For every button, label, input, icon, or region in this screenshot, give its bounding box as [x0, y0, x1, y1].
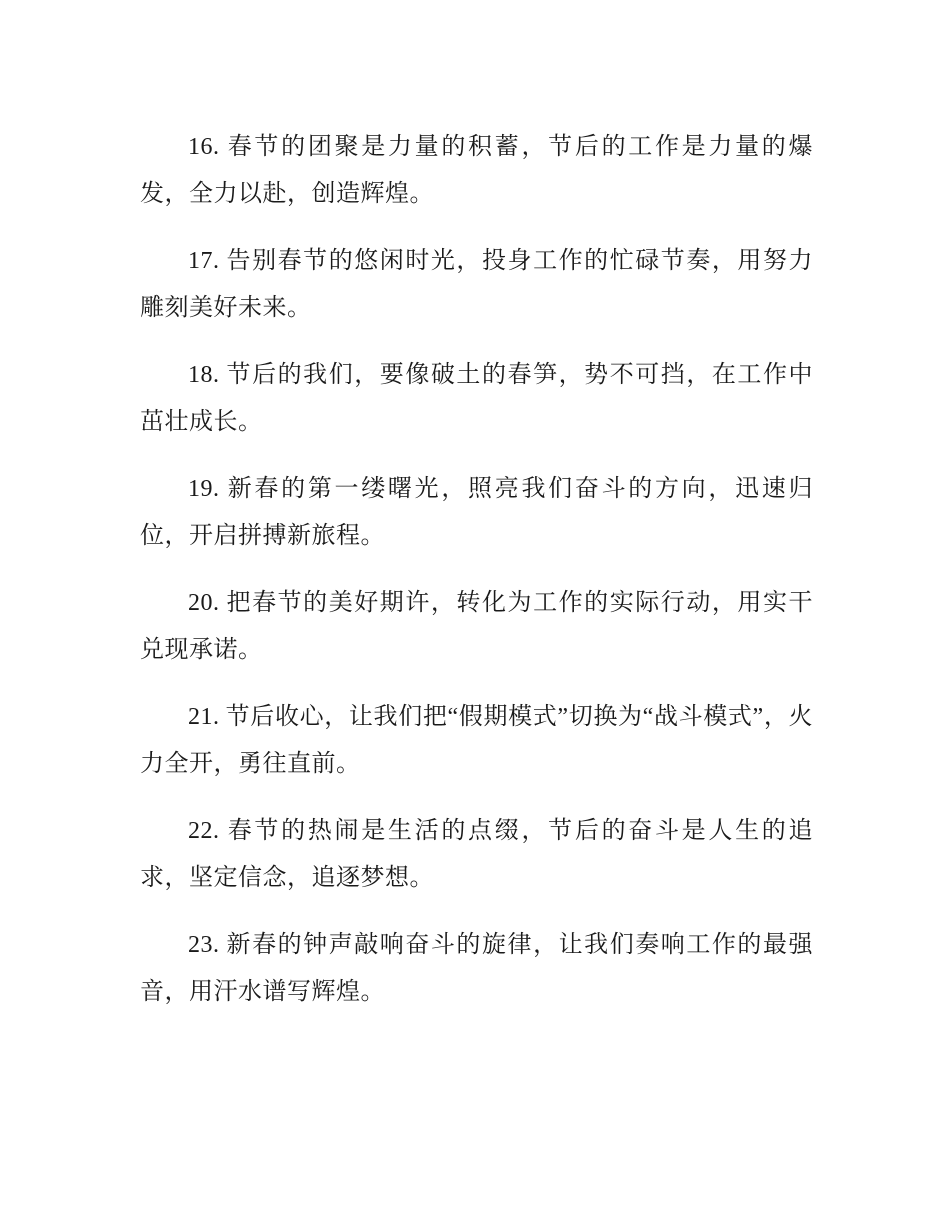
paragraph-number: 19. [188, 476, 220, 502]
paragraph-number: 22. [188, 818, 220, 844]
paragraph-text: 新春的钟声敲响奋斗的旋律，让我们奏响工作的最强音，用汗水谱写辉煌。 [140, 932, 813, 1005]
paragraph-text: 节后收心，让我们把“假期模式”切换为“战斗模式”，火力全开，勇往直前。 [140, 704, 813, 777]
paragraph-number: 16. [188, 134, 220, 160]
paragraph-text: 告别春节的悠闲时光，投身工作的忙碌节奏，用努力雕刻美好未来。 [140, 248, 813, 321]
paragraph-number: 23. [188, 932, 220, 958]
paragraph-text: 节后的我们，要像破土的春笋，势不可挡，在工作中茁壮成长。 [140, 362, 813, 435]
paragraph-text: 把春节的美好期许，转化为工作的实际行动，用实干兑现承诺。 [140, 590, 813, 663]
paragraph-number: 20. [188, 590, 220, 616]
numbered-paragraph-18 [140, 352, 813, 445]
numbered-paragraph-23 [140, 922, 813, 1015]
paragraph-text: 春节的热闹是生活的点缀，节后的奋斗是人生的追求，坚定信念，追逐梦想。 [140, 818, 813, 891]
numbered-paragraph-21 [140, 694, 813, 787]
paragraph-number: 21. [188, 704, 220, 730]
numbered-paragraph-20 [140, 580, 813, 673]
numbered-paragraph-16 [140, 124, 813, 217]
paragraph-text: 新春的第一缕曙光，照亮我们奋斗的方向，迅速归位，开启拼搏新旅程。 [140, 476, 813, 549]
numbered-paragraph-19 [140, 466, 813, 559]
numbered-paragraph-22 [140, 808, 813, 901]
paragraph-number: 17. [188, 248, 220, 274]
paragraph-text: 春节的团聚是力量的积蓄，节后的工作是力量的爆发，全力以赴，创造辉煌。 [140, 134, 813, 207]
paragraph-number: 18. [188, 362, 220, 388]
numbered-paragraph-17 [140, 238, 813, 331]
